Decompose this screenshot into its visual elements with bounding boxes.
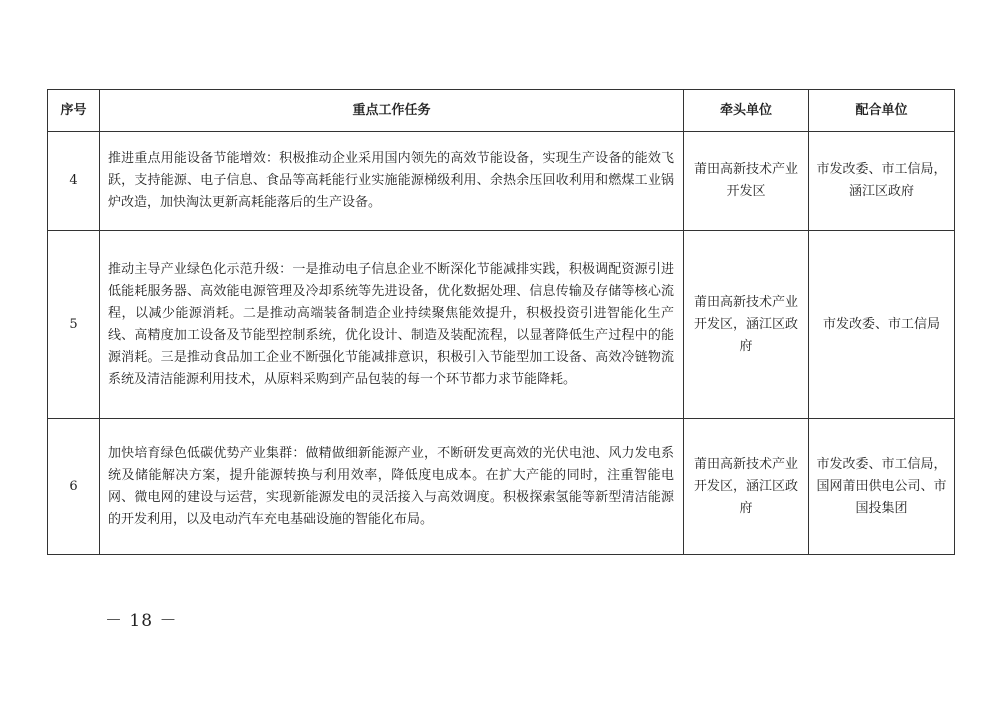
header-lead-unit: 牵头单位 (684, 90, 809, 132)
row-task-text: 推动主导产业绿色化示范升级：一是推动电子信息企业不断深化节能减排实践，积极调配资源引进低能耗服务器、高效能电源管理及冷却系统等先进设备，优化数据处理、信息传输及存储等核心流程，以减少能源消耗。二是推动高端装备制造企业持续聚焦能效提升，积极投资引进智能化生产线、高精度加工设备及节能型控制系统，优化设计、制造及装配流程，以显著降低生产过程中的能源消耗。三是推动食品加工企业不断强化节能减排意识，积极引入节能型加工设备、高效冷链物流系统及清洁能源利用技术，从原料采购到产品包装的每一个环节都力求节能降耗。 (100, 231, 684, 419)
row-task-text: 推进重点用能设备节能增效：积极推动企业采用国内领先的高效节能设备，实现生产设备的能效飞跃，支持能源、电子信息、食品等高耗能行业实施能源梯级利用、余热余压回收利用和燃煤工业锅炉改造，加快淘汰更新高耗能落后的生产设备。 (100, 132, 684, 231)
header-assist-unit: 配合单位 (809, 90, 955, 132)
work-task-table (47, 89, 955, 555)
row-lead-unit: 莆田高新技术产业开发区，涵江区政府 (684, 231, 809, 419)
row-lead-unit: 莆田高新技术产业开发区 (684, 132, 809, 231)
header-serial-number: 序号 (48, 90, 100, 132)
table-row (48, 132, 955, 231)
row-assist-unit: 市发改委、市工信局，涵江区政府 (809, 132, 955, 231)
table-header-row (48, 90, 955, 132)
row-serial-number: 4 (48, 132, 100, 231)
row-serial-number: 6 (48, 419, 100, 555)
row-assist-unit: 市发改委、市工信局 (809, 231, 955, 419)
table-row (48, 231, 955, 419)
table-row (48, 419, 955, 555)
row-task-text: 加快培育绿色低碳优势产业集群：做精做细新能源产业，不断研发更高效的光伏电池、风力发电系统及储能解决方案，提升能源转换与利用效率，降低度电成本。在扩大产能的同时，注重智能电网、微电网的建设与运营，实现新能源发电的灵活接入与高效调度。积极探索氢能等新型清洁能源的开发利用，以及电动汽车充电基础设施的智能化布局。 (100, 419, 684, 555)
header-key-task: 重点工作任务 (100, 90, 684, 132)
row-lead-unit: 莆田高新技术产业开发区，涵江区政府 (684, 419, 809, 555)
row-serial-number: 5 (48, 231, 100, 419)
page-number: － 18 － (105, 611, 178, 631)
row-assist-unit: 市发改委、市工信局，国网莆田供电公司、市国投集团 (809, 419, 955, 555)
